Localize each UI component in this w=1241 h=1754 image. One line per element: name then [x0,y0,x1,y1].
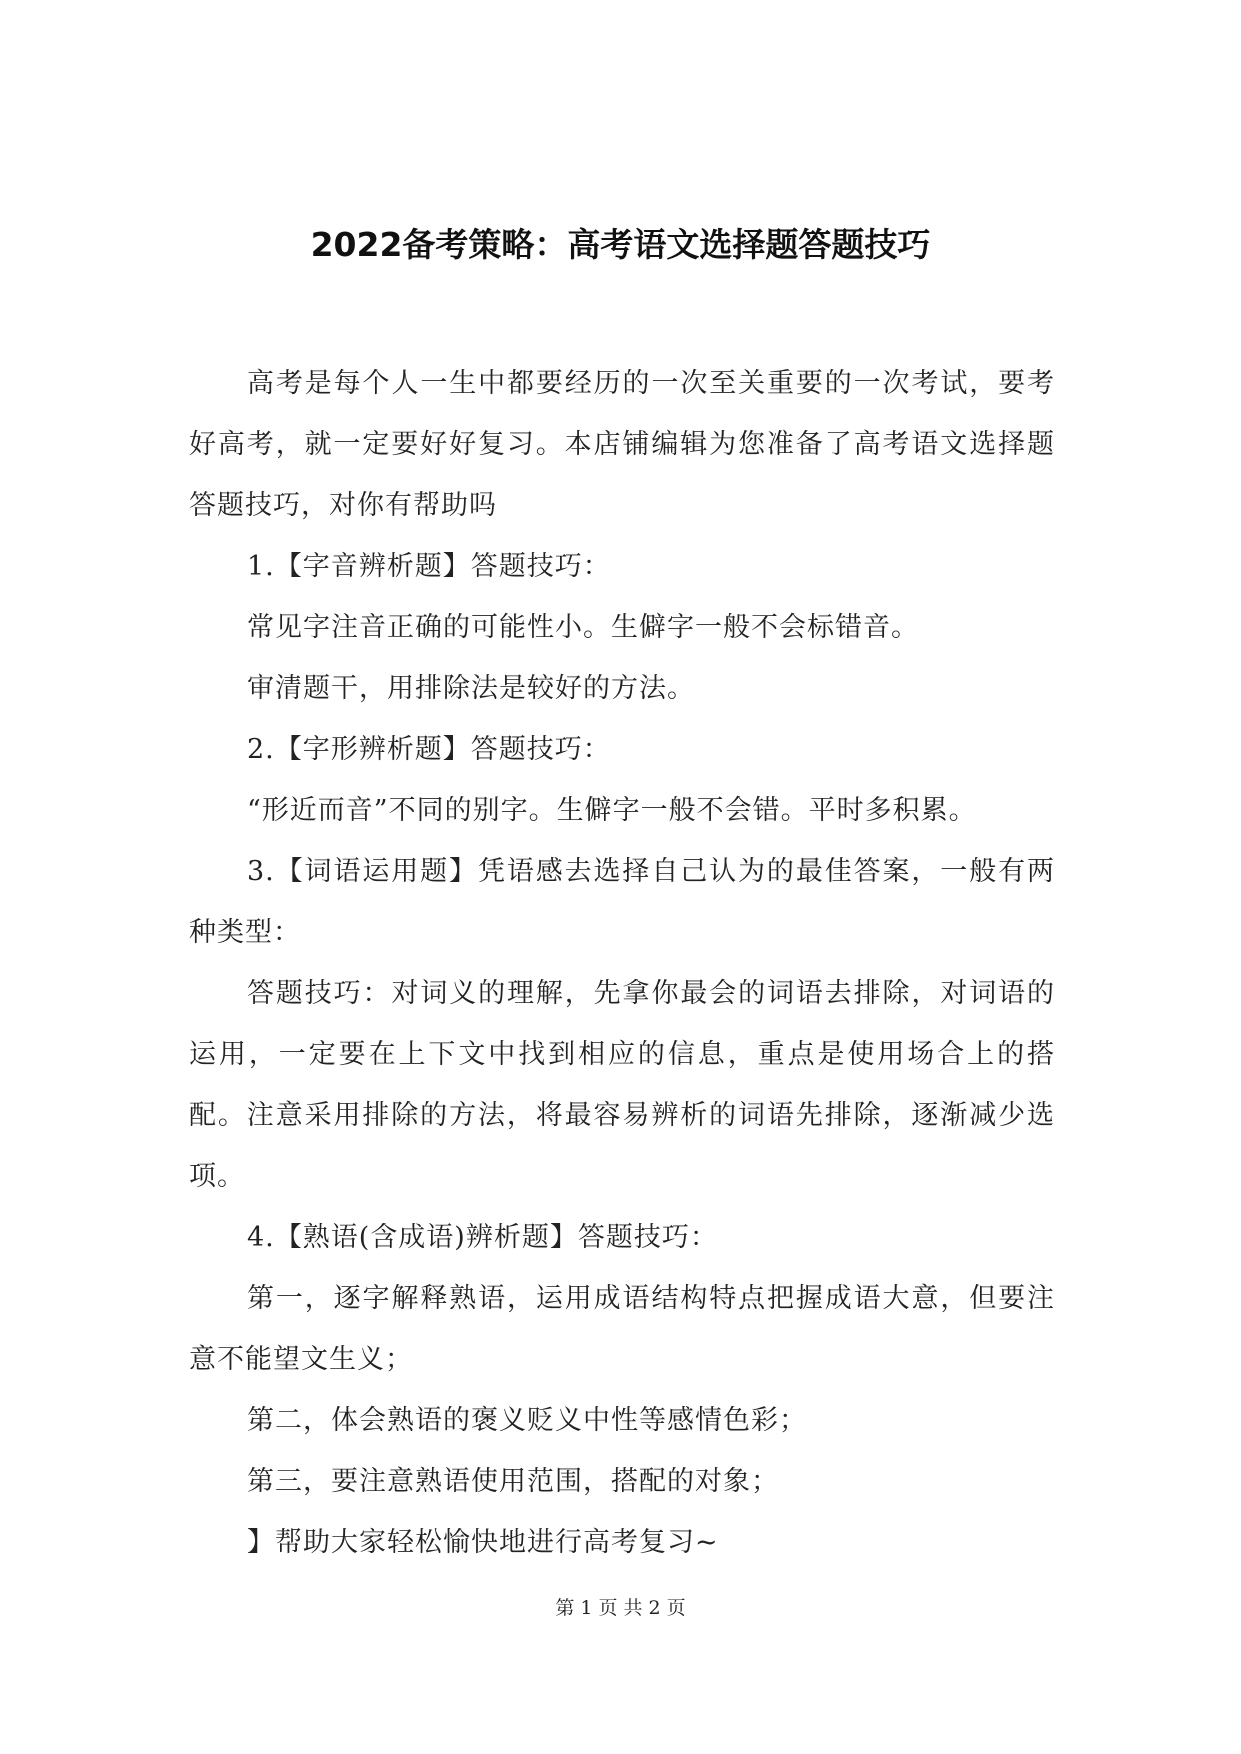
paragraph-section-1-tip-1: 常见字注音正确的可能性小。生僻字一般不会标错音。 [247,612,919,643]
paragraph-intro: 高考是每个人一生中都要经历的一次至关重要的一次考试，要考好高考，就一定要好好复习。本店铺编辑为您准备了高考语文选择题答题技巧，对你有帮助吗 [189,368,1055,521]
paragraph-section-1-heading: 1.【字音辨析题】答题技巧： [247,551,611,582]
paragraph-section-4-point-3: 第三，要注意熟语使用范围，搭配的对象； [247,1466,779,1497]
paragraph-closing: 】帮助大家轻松愉快地进行高考复习~ [247,1527,719,1558]
paragraph-section-3-tip: 答题技巧：对词义的理解，先拿你最会的词语去排除，对词语的运用，一定要在上下文中找到相应的信息，重点是使用场合上的搭配。注意采用排除的方法，将最容易辨析的词语先排除，逐渐减少选项。 [189,978,1055,1192]
page-footer: 第 1 页 共 2 页 [555,1597,686,1619]
paragraph-section-4-point-1: 第一，逐字解释熟语，运用成语结构特点把握成语大意，但要注意不能望文生义； [189,1283,1055,1375]
paragraph-section-2-tip: “形近而音”不同的别字。生僻字一般不会错。平时多积累。 [247,795,977,826]
paragraph-section-3-heading: 3.【词语运用题】凭语感去选择自己认为的最佳答案，一般有两种类型： [189,856,1055,948]
paragraph-section-4-heading: 4.【熟语(含成语)辨析题】答题技巧： [247,1222,718,1253]
document-title: 2022备考策略：高考语文选择题答题技巧 [310,225,931,264]
paragraph-section-1-tip-2: 审清题干，用排除法是较好的方法。 [247,673,695,704]
paragraph-section-2-heading: 2.【字形辨析题】答题技巧： [247,734,611,765]
paragraph-section-4-point-2: 第二，体会熟语的褒义贬义中性等感情色彩； [247,1405,807,1436]
document-body [189,353,1055,1573]
